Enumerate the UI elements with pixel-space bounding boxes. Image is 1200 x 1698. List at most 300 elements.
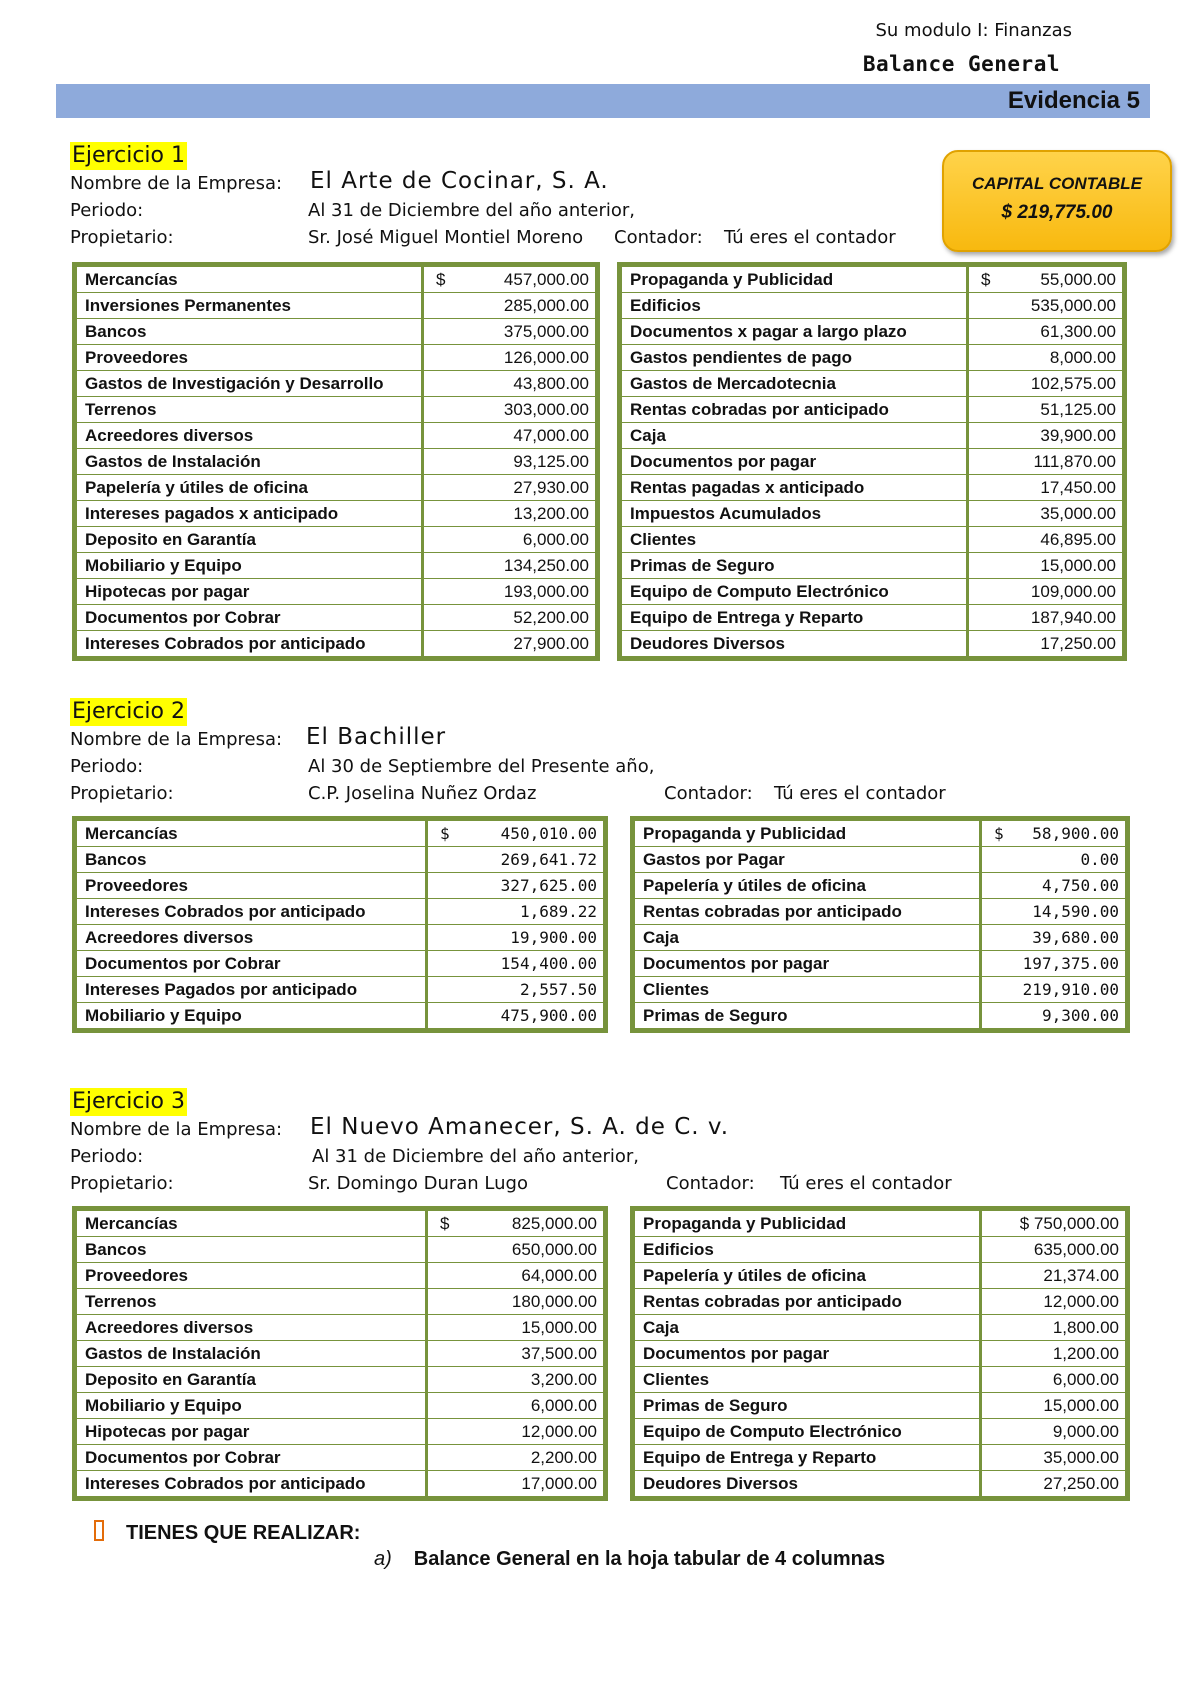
account-amount: [428, 1367, 603, 1393]
account-name: Documentos por pagar: [622, 449, 969, 475]
account-name: Documentos por Cobrar: [77, 605, 424, 631]
account-row: [77, 821, 603, 847]
account-name: Gastos de Mercadotecnia: [622, 371, 969, 397]
account-amount: [982, 977, 1125, 1003]
account-amount: [428, 1341, 603, 1367]
amount-value: 1,800.00: [1052, 1318, 1119, 1337]
account-row: [622, 501, 1122, 527]
account-amount: [982, 1237, 1125, 1263]
currency-symbol: $: [440, 824, 450, 843]
account-row: [77, 899, 603, 925]
account-name: Terrenos: [77, 1289, 428, 1315]
accountant-label: Contador:: [666, 1173, 755, 1194]
company-label: Nombre de la Empresa:: [70, 173, 283, 194]
accountant-label: Contador:: [614, 227, 703, 248]
amount-value: 193,000.00: [503, 582, 589, 601]
company-label: Nombre de la Empresa:: [70, 729, 283, 750]
amount-value: 17,250.00: [1040, 634, 1116, 653]
accountant-label: Contador:: [664, 783, 753, 804]
period-label: Periodo:: [70, 200, 144, 221]
account-name: Acreedores diversos: [77, 1315, 428, 1341]
period-value: Al 31 de Diciembre del año anterior,: [312, 1146, 639, 1167]
company-name: El Arte de Cocinar, S. A.: [310, 168, 609, 194]
owner-label: Propietario:: [70, 1173, 174, 1194]
amount-value: 187,940.00: [1030, 608, 1116, 627]
amount-value: 6,000.00: [530, 1396, 597, 1415]
account-row: [77, 1445, 603, 1471]
account-amount: [982, 951, 1125, 977]
account-name: Papelería y útiles de oficina: [635, 873, 982, 899]
amount-value: 475,900.00: [500, 1006, 597, 1025]
exercise-2-header: [70, 698, 1130, 807]
account-amount: [982, 1445, 1125, 1471]
account-row: [77, 267, 595, 293]
account-amount: [424, 631, 595, 656]
account-name: Proveedores: [77, 873, 428, 899]
account-amount: [428, 1445, 603, 1471]
account-name: Rentas cobradas por anticipado: [635, 1289, 982, 1315]
account-name: Intereses Cobrados por anticipado: [77, 1471, 428, 1496]
account-name: Primas de Seguro: [635, 1003, 982, 1028]
amount-value: 269,641.72: [500, 850, 597, 869]
account-amount: [982, 1263, 1125, 1289]
amount-value: 9,000.00: [1052, 1422, 1119, 1441]
amount-value: 21,374.00: [1043, 1266, 1119, 1285]
amount-value: 12,000.00: [521, 1422, 597, 1441]
amount-value: 197,375.00: [1022, 954, 1119, 973]
account-amount: [428, 1419, 603, 1445]
period-value: Al 30 de Septiembre del Presente año,: [308, 756, 655, 777]
account-row: [622, 293, 1122, 319]
account-amount: [428, 821, 603, 847]
account-row: [77, 501, 595, 527]
amount-value: 15,000.00: [521, 1318, 597, 1337]
account-amount: [982, 1393, 1125, 1419]
account-amount: [428, 899, 603, 925]
account-amount: [969, 345, 1122, 371]
exercise-title: Ejercicio 2: [72, 699, 185, 724]
account-row: [622, 579, 1122, 605]
capital-amount: $ 219,775.00: [1001, 202, 1113, 223]
account-row: [77, 527, 595, 553]
account-name: Documentos por pagar: [635, 1341, 982, 1367]
account-amount: [982, 1289, 1125, 1315]
amount-value: 535,000.00: [1030, 296, 1116, 315]
account-amount: [424, 319, 595, 345]
account-row: [635, 1315, 1125, 1341]
account-row: [635, 873, 1125, 899]
amount-value: 134,250.00: [503, 556, 589, 575]
amount-value: 9,300.00: [1041, 1006, 1119, 1025]
amount-value: 109,000.00: [1030, 582, 1116, 601]
account-amount: [428, 1263, 603, 1289]
account-amount: [424, 371, 595, 397]
account-name: Impuestos Acumulados: [622, 501, 969, 527]
exercise-3-accounts-left: [72, 1206, 608, 1501]
amount-value: 58,900.00: [1032, 824, 1119, 843]
exercise-3-header: [70, 1088, 1130, 1197]
account-row: [622, 423, 1122, 449]
task-text: Balance General en la hoja tabular de 4 columnas: [413, 1548, 886, 1570]
account-row: [77, 605, 595, 631]
account-name: Equipo de Entrega y Reparto: [622, 605, 969, 631]
account-row: [622, 553, 1122, 579]
account-name: Bancos: [77, 847, 428, 873]
account-amount: [428, 1289, 603, 1315]
account-name: Documentos por pagar: [635, 951, 982, 977]
owner-value: Sr. José Miguel Montiel Moreno: [308, 227, 584, 248]
amount-value: 39,680.00: [1032, 928, 1119, 947]
amount-value: 825,000.00: [511, 1214, 597, 1233]
amount-value: 17,000.00: [521, 1474, 597, 1493]
account-row: [77, 1289, 603, 1315]
account-amount: [424, 397, 595, 423]
account-name: Deposito en Garantía: [77, 527, 424, 553]
amount-value: 327,625.00: [500, 876, 597, 895]
account-amount: [982, 821, 1125, 847]
account-row: [635, 1367, 1125, 1393]
account-amount: [428, 925, 603, 951]
tasks-section: [94, 1520, 886, 1570]
account-name: Mobiliario y Equipo: [77, 1003, 428, 1028]
amount-value: 8,000.00: [1049, 348, 1116, 367]
exercise-1-accounts-right: [617, 262, 1127, 661]
account-name: Deposito en Garantía: [77, 1367, 428, 1393]
account-name: Equipo de Entrega y Reparto: [635, 1445, 982, 1471]
account-row: [77, 1211, 603, 1237]
account-row: [77, 873, 603, 899]
account-amount: [969, 267, 1122, 293]
account-row: [77, 977, 603, 1003]
task-item: [374, 1548, 885, 1571]
account-row: [77, 423, 595, 449]
account-amount: [982, 1471, 1125, 1496]
account-amount: [428, 1003, 603, 1028]
currency-symbol: $: [440, 1214, 450, 1233]
account-amount: [428, 1315, 603, 1341]
exercise-2-accounts-left: [72, 816, 608, 1033]
account-row: [77, 579, 595, 605]
amount-value: 2,557.50: [519, 980, 597, 999]
accountant-value: Tú eres el contador: [774, 783, 946, 804]
account-amount: [428, 847, 603, 873]
account-row: [77, 631, 595, 656]
account-row: [77, 345, 595, 371]
account-name: Clientes: [622, 527, 969, 553]
currency-symbol: $: [981, 270, 991, 289]
account-row: [77, 449, 595, 475]
account-amount: [424, 293, 595, 319]
account-name: Intereses Cobrados por anticipado: [77, 899, 428, 925]
period-value: Al 31 de Diciembre del año anterior,: [308, 200, 635, 221]
account-amount: [969, 475, 1122, 501]
amount-value: 93,125.00: [513, 452, 589, 471]
account-amount: [424, 423, 595, 449]
account-name: Papelería y útiles de oficina: [635, 1263, 982, 1289]
account-amount: [428, 1471, 603, 1496]
amount-value: 19,900.00: [510, 928, 597, 947]
account-amount: [428, 977, 603, 1003]
amount-value: 39,900.00: [1040, 426, 1116, 445]
account-name: Inversiones Permanentes: [77, 293, 424, 319]
account-row: [77, 319, 595, 345]
account-amount: [428, 873, 603, 899]
account-name: Primas de Seguro: [622, 553, 969, 579]
account-row: [77, 925, 603, 951]
header-bar: [56, 84, 1150, 118]
account-amount: [969, 527, 1122, 553]
account-name: Equipo de Computo Electrónico: [622, 579, 969, 605]
account-name: Propaganda y Publicidad: [622, 267, 969, 293]
currency-symbol: $: [994, 824, 1004, 843]
account-name: Gastos de Investigación y Desarrollo: [77, 371, 424, 397]
account-amount: [424, 475, 595, 501]
capital-label: CAPITAL CONTABLE: [972, 174, 1142, 193]
account-row: [622, 267, 1122, 293]
amount-value: 15,000.00: [1040, 556, 1116, 575]
account-row: [635, 1263, 1125, 1289]
amount-value: 375,000.00: [503, 322, 589, 341]
account-row: [635, 1471, 1125, 1496]
owner-label: Propietario:: [70, 227, 174, 248]
account-name: Acreedores diversos: [77, 925, 428, 951]
account-name: Documentos por Cobrar: [77, 1445, 428, 1471]
account-row: [77, 293, 595, 319]
account-amount: [969, 553, 1122, 579]
exercise-title: Ejercicio 1: [72, 143, 185, 168]
bullet-icon: [94, 1520, 104, 1541]
amount-value: 1,689.22: [519, 902, 597, 921]
account-row: [635, 1003, 1125, 1028]
tasks-heading: TIENES QUE REALIZAR:: [126, 1522, 361, 1544]
account-row: [635, 1341, 1125, 1367]
account-name: Deudores Diversos: [635, 1471, 982, 1496]
account-amount: [969, 501, 1122, 527]
account-amount: [424, 579, 595, 605]
account-name: Gastos por Pagar: [635, 847, 982, 873]
period-label: Periodo:: [70, 756, 144, 777]
account-row: [635, 1393, 1125, 1419]
account-row: [77, 1263, 603, 1289]
company-name: El Nuevo Amanecer, S. A. de C. v.: [310, 1114, 730, 1140]
account-name: Clientes: [635, 1367, 982, 1393]
amount-value: 0.00: [1080, 850, 1119, 869]
account-amount: [982, 847, 1125, 873]
owner-label: Propietario:: [70, 783, 174, 804]
account-row: [77, 1003, 603, 1028]
amount-value: 303,000.00: [503, 400, 589, 419]
amount-value: 55,000.00: [1040, 270, 1116, 289]
owner-value: C.P. Joselina Nuñez Ordaz: [308, 783, 537, 804]
currency-symbol: $: [436, 270, 446, 289]
amount-value: 180,000.00: [511, 1292, 597, 1311]
account-row: [77, 951, 603, 977]
amount-value: 13,200.00: [513, 504, 589, 523]
amount-value: 37,500.00: [521, 1344, 597, 1363]
exercise-2-accounts-right: [630, 816, 1130, 1033]
amount-value: 27,250.00: [1043, 1474, 1119, 1493]
account-name: Hipotecas por pagar: [77, 579, 424, 605]
amount-value: 47,000.00: [513, 426, 589, 445]
account-amount: [424, 501, 595, 527]
account-name: Edificios: [622, 293, 969, 319]
amount-value: 4,750.00: [1041, 876, 1119, 895]
period-label: Periodo:: [70, 1146, 144, 1167]
account-amount: [982, 873, 1125, 899]
account-name: Acreedores diversos: [77, 423, 424, 449]
account-amount: [424, 553, 595, 579]
account-row: [77, 847, 603, 873]
account-amount: [424, 345, 595, 371]
account-row: [622, 475, 1122, 501]
account-name: Edificios: [635, 1237, 982, 1263]
account-row: [635, 977, 1125, 1003]
account-name: Hipotecas por pagar: [77, 1419, 428, 1445]
module-label: Su modulo I: Finanzas: [875, 20, 1072, 41]
account-row: [635, 951, 1125, 977]
exercise-1-accounts-left: [72, 262, 600, 661]
account-row: [635, 1237, 1125, 1263]
account-name: Gastos de Instalación: [77, 1341, 428, 1367]
amount-value: 154,400.00: [500, 954, 597, 973]
account-name: Caja: [635, 1315, 982, 1341]
account-name: Caja: [622, 423, 969, 449]
account-amount: [969, 579, 1122, 605]
account-name: Deudores Diversos: [622, 631, 969, 656]
account-row: [77, 1367, 603, 1393]
amount-value: 46,895.00: [1040, 530, 1116, 549]
account-name: Bancos: [77, 319, 424, 345]
account-row: [622, 319, 1122, 345]
owner-value: Sr. Domingo Duran Lugo: [308, 1173, 528, 1194]
account-row: [77, 397, 595, 423]
account-amount: [969, 631, 1122, 656]
amount-value: $ 750,000.00: [1019, 1214, 1119, 1233]
account-name: Caja: [635, 925, 982, 951]
amount-value: 15,000.00: [1043, 1396, 1119, 1415]
account-amount: [424, 267, 595, 293]
account-amount: [982, 1003, 1125, 1028]
account-name: Mercancías: [77, 267, 424, 293]
account-amount: [969, 397, 1122, 423]
account-row: [77, 475, 595, 501]
account-name: Intereses pagados x anticipado: [77, 501, 424, 527]
account-amount: [969, 371, 1122, 397]
company-name: El Bachiller: [306, 724, 447, 750]
amount-value: 102,575.00: [1030, 374, 1116, 393]
account-amount: [424, 527, 595, 553]
account-row: [77, 1393, 603, 1419]
amount-value: 64,000.00: [521, 1266, 597, 1285]
amount-value: 61,300.00: [1040, 322, 1116, 341]
account-name: Mercancías: [77, 821, 428, 847]
amount-value: 14,590.00: [1032, 902, 1119, 921]
account-name: Mercancías: [77, 1211, 428, 1237]
account-amount: [969, 423, 1122, 449]
account-row: [635, 847, 1125, 873]
account-row: [622, 371, 1122, 397]
accountant-value: Tú eres el contador: [780, 1173, 952, 1194]
exercise-1-header: [70, 142, 1130, 251]
evidence-title: Evidencia 5: [1007, 87, 1140, 114]
account-row: [622, 605, 1122, 631]
account-row: [635, 899, 1125, 925]
amount-value: 219,910.00: [1022, 980, 1119, 999]
account-row: [635, 925, 1125, 951]
account-amount: [982, 1341, 1125, 1367]
amount-value: 6,000.00: [522, 530, 589, 549]
account-amount: [982, 1211, 1125, 1237]
amount-value: 457,000.00: [503, 270, 589, 289]
account-amount: [969, 293, 1122, 319]
account-row: [635, 821, 1125, 847]
account-name: Bancos: [77, 1237, 428, 1263]
account-name: Terrenos: [77, 397, 424, 423]
account-row: [77, 553, 595, 579]
amount-value: 35,000.00: [1043, 1448, 1119, 1467]
company-label: Nombre de la Empresa:: [70, 1119, 283, 1140]
amount-value: 285,000.00: [503, 296, 589, 315]
account-row: [622, 449, 1122, 475]
account-name: Mobiliario y Equipo: [77, 553, 424, 579]
accountant-value: Tú eres el contador: [724, 227, 896, 248]
account-amount: [428, 951, 603, 977]
account-name: Equipo de Computo Electrónico: [635, 1419, 982, 1445]
account-amount: [424, 605, 595, 631]
account-row: [622, 631, 1122, 656]
amount-value: 650,000.00: [511, 1240, 597, 1259]
amount-value: 1,200.00: [1052, 1344, 1119, 1363]
account-name: Rentas pagadas x anticipado: [622, 475, 969, 501]
account-amount: [969, 319, 1122, 345]
amount-value: 3,200.00: [530, 1370, 597, 1389]
account-name: Gastos pendientes de pago: [622, 345, 969, 371]
amount-value: 27,900.00: [513, 634, 589, 653]
account-name: Rentas cobradas por anticipado: [635, 899, 982, 925]
account-name: Documentos por Cobrar: [77, 951, 428, 977]
account-amount: [428, 1211, 603, 1237]
account-name: Intereses Cobrados por anticipado: [77, 631, 424, 656]
account-name: Primas de Seguro: [635, 1393, 982, 1419]
account-amount: [428, 1393, 603, 1419]
amount-value: 450,010.00: [500, 824, 597, 843]
account-amount: [969, 605, 1122, 631]
account-row: [77, 371, 595, 397]
account-row: [635, 1211, 1125, 1237]
account-row: [622, 397, 1122, 423]
amount-value: 12,000.00: [1043, 1292, 1119, 1311]
account-name: Proveedores: [77, 345, 424, 371]
exercise-3-accounts-right: [630, 1206, 1130, 1501]
account-row: [77, 1471, 603, 1496]
amount-value: 27,930.00: [513, 478, 589, 497]
account-amount: [982, 1367, 1125, 1393]
account-amount: [424, 449, 595, 475]
account-row: [622, 527, 1122, 553]
account-row: [635, 1419, 1125, 1445]
account-name: Gastos de Instalación: [77, 449, 424, 475]
account-amount: [982, 1315, 1125, 1341]
amount-value: 17,450.00: [1040, 478, 1116, 497]
amount-value: 35,000.00: [1040, 504, 1116, 523]
amount-value: 52,200.00: [513, 608, 589, 627]
account-name: Proveedores: [77, 1263, 428, 1289]
account-amount: [982, 925, 1125, 951]
account-row: [622, 345, 1122, 371]
account-amount: [428, 1237, 603, 1263]
account-name: Clientes: [635, 977, 982, 1003]
account-name: Rentas cobradas por anticipado: [622, 397, 969, 423]
